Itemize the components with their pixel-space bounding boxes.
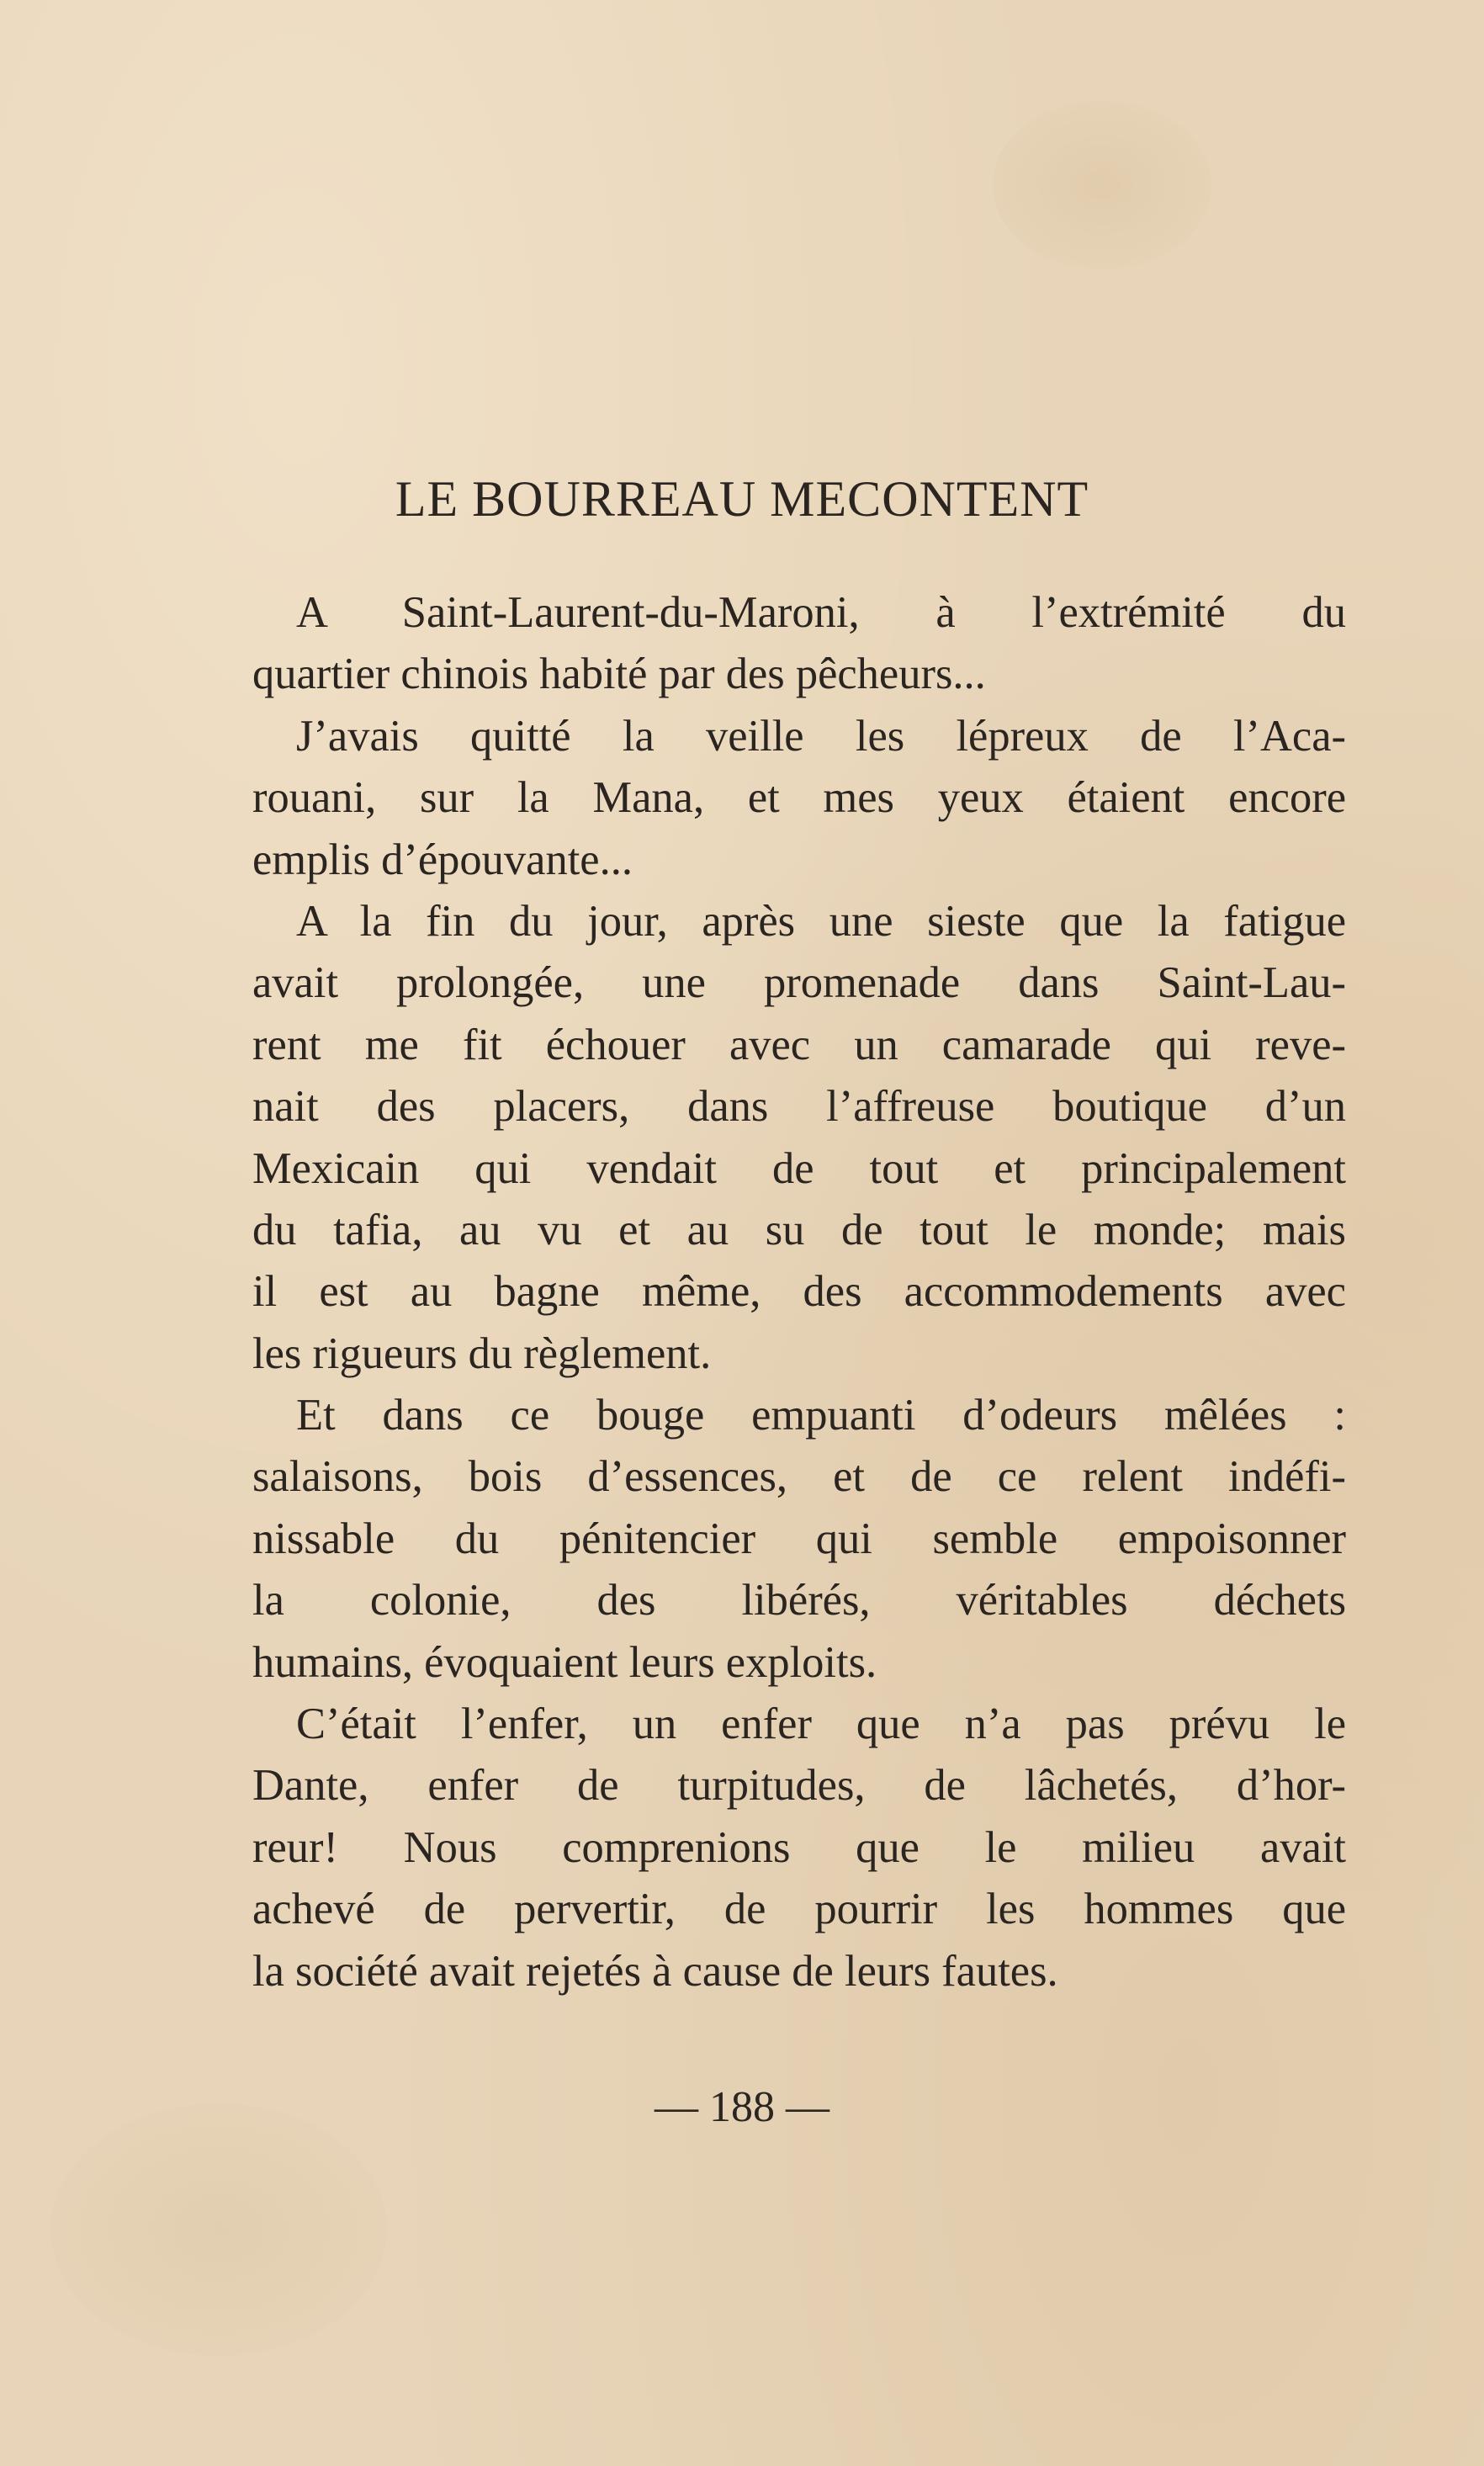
text-line: C’était l’enfer, un enfer que n’a pas prévu le [296, 1700, 1346, 1749]
text-line: reur! Nous comprenions que le milieu avait [252, 1822, 1346, 1872]
paragraph-5 [252, 1694, 1346, 2002]
text-line: Mexicain qui vendait de tout et principalement [252, 1143, 1346, 1193]
paragraph-2 [252, 706, 1346, 891]
paragraph-4 [252, 1385, 1346, 1694]
text-line: nait des placers, dans l’affreuse boutique d’un [252, 1082, 1346, 1132]
text-line: il est au bagne même, des accommodements avec [252, 1267, 1346, 1317]
text-line: Dante, enfer de turpitudes, de lâchetés, d’hor- [252, 1761, 1346, 1811]
text-line: J’avais quitté la veille les lépreux de l’Aca- [296, 711, 1346, 761]
text-line: rent me fit échouer avec un camarade qui reve- [252, 1020, 1346, 1069]
text-line: du tafia, au vu et au su de tout le monde; mais [252, 1205, 1346, 1254]
text-line: humains, évoquaient leurs exploits. [252, 1637, 877, 1687]
text-line: nissable du pénitencier qui semble empoisonner [252, 1514, 1346, 1563]
text-line: emplis d’épouvante... [252, 835, 633, 884]
text-line: salaisons, bois d’essences, et de ce relent indéfi- [252, 1452, 1346, 1502]
text-line: la société avait rejetés à cause de leurs fautes. [252, 1946, 1058, 1996]
text-line: achevé de pervertir, de pourrir les hommes que [252, 1885, 1346, 1934]
text-line: la colonie, des libérés, véritables déchets [252, 1576, 1346, 1625]
text-line: avait prolongée, une promenade dans Saint-Lau- [252, 958, 1346, 1008]
text-line: Et dans ce bouge empuanti d’odeurs mêlées : [296, 1391, 1346, 1440]
text-line: A Saint-Laurent-du-Maroni, à l’extrémité du [296, 588, 1346, 637]
chapter-title: LE BOURREAU MECONTENT [395, 471, 1089, 527]
paragraph-3 [252, 891, 1346, 1385]
paper-stain [50, 2103, 387, 2356]
text-line: quartier chinois habité par des pêcheurs... [252, 650, 986, 699]
paragraph-1 [252, 582, 1346, 706]
text-line: rouani, sur la Mana, et mes yeux étaient encore [252, 773, 1346, 823]
body-text [252, 582, 1346, 2002]
paper-stain [993, 101, 1211, 269]
text-line: les rigueurs du règlement. [252, 1328, 712, 1378]
text-line: A la fin du jour, après une sieste que la fatigue [296, 896, 1346, 946]
page-number: — 188 — [655, 2083, 829, 2131]
